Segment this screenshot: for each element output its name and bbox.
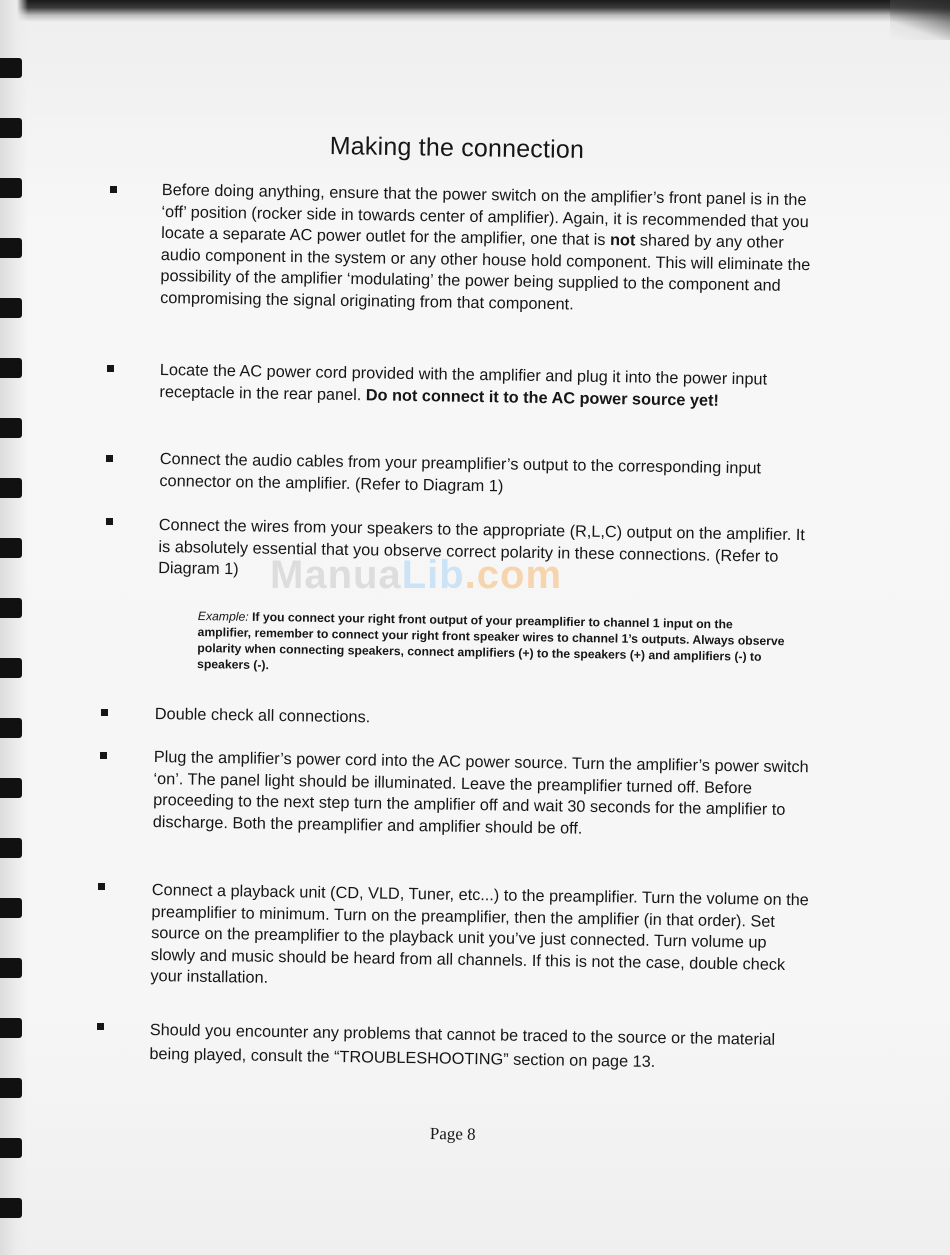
binding-hole <box>0 1198 22 1218</box>
binding-hole <box>0 418 22 438</box>
binding-hole <box>0 898 22 918</box>
binding-hole <box>0 298 22 318</box>
bullet-icon <box>101 709 108 716</box>
step-paragraph: Plug the amplifier’s power cord into the AC power source. Turn the amplifier’s power switch ‘on’. The panel light should be illuminated. Leave the preamplifier turned off. Before proceeding to the next step turn the amplifier off and wait 30 seconds for the amplifier to discharge. Both the preamplifier and amplifier should be off. <box>152 747 809 838</box>
binding-hole <box>0 58 22 78</box>
binding-hole <box>0 358 22 378</box>
binding-hole <box>0 718 22 738</box>
binding-hole <box>0 658 22 678</box>
watermark-part: Lib <box>401 553 465 597</box>
binding-hole <box>0 598 22 618</box>
bullet-icon <box>110 186 117 193</box>
step-paragraph: Should you encounter any problems that cannot be traced to the source or the material being played, consult the “TROUBLESHOOTING” section on page 13. <box>149 1020 776 1071</box>
step-paragraph: Double check all connections. <box>154 704 371 727</box>
top-edge-shadow <box>0 0 950 22</box>
bullet-icon <box>100 752 107 759</box>
emphasis-text: Do not connect it to the AC power source yet! <box>365 385 720 410</box>
watermark-part: .com <box>464 553 563 597</box>
bullet-icon <box>107 365 114 372</box>
watermark-part: Manua <box>270 553 402 597</box>
bullet-icon <box>106 518 113 525</box>
bullet-icon <box>98 883 105 890</box>
binding-hole <box>0 178 22 198</box>
binding-hole <box>0 778 22 798</box>
page-title: Making the connection <box>329 132 585 164</box>
binding-hole <box>0 1138 22 1158</box>
binding-hole <box>0 958 22 978</box>
binding-strip <box>0 0 28 1255</box>
top-corner-shadow <box>890 0 950 40</box>
binding-hole <box>0 838 22 858</box>
binding-hole <box>0 1018 22 1038</box>
page-number: Page 8 <box>429 1124 476 1144</box>
bullet-icon <box>106 455 113 462</box>
step-paragraph: Locate the AC power cord provided with the amplifier and plug it into the power input receptacle in the rear panel. Do not connect it to the AC power source yet! <box>159 360 768 410</box>
emphasis-text: not <box>609 231 636 250</box>
example-text: If you connect your right front output of your preamplifier to channel 1 input on the amplifier, remember to connect your right front speaker wires to channel 1’s outputs. Always observe polarity when connecting speakers, connect amplifiers (+) to the speakers (+) and amplifiers (-) to speakers (-). <box>197 609 785 673</box>
binding-hole <box>0 538 22 558</box>
step-paragraph: Connect the wires from your speakers to the appropriate (R,L,C) output on the amplifier. It is absolutely essential that you observe correct polarity in these connections. (Refer to Diagram 1) <box>158 515 806 579</box>
step-paragraph: Before doing anything, ensure that the power switch on the amplifier’s front panel is in the ‘off’ position (rocker side in towards center of amplifier). Again, it is recommended that you locate a separate AC power outlet for the amplifier, one that is not shared by any other audio component in the system or any other house hold component. This will eliminate the possibility of the amplifier ‘modulating’ the power being supplied to the component and compromising the signal originating from that component. <box>160 180 811 313</box>
binding-hole <box>0 238 22 258</box>
bullet-icon <box>97 1023 104 1030</box>
binding-hole <box>0 1078 22 1098</box>
step-paragraph: Connect a playback unit (CD, VLD, Tuner, etc...) to the preamplifier. Turn the volume on the preamplifier to minimum. Turn on the preamplifier, then the amplifier (in that order). Set source on the preamplifier to the playback unit you’ve just connected. Turn volume up slowly and music should be heard from all channels. If this is not the case, double check your installation. <box>150 880 809 987</box>
step-paragraph: Connect the audio cables from your preamplifier’s output to the corresponding input connector on the amplifier. (Refer to Diagram 1) <box>159 449 762 495</box>
binding-hole <box>0 478 22 498</box>
example-note <box>197 608 788 681</box>
example-label: Example: <box>197 608 249 624</box>
binding-hole <box>0 118 22 138</box>
